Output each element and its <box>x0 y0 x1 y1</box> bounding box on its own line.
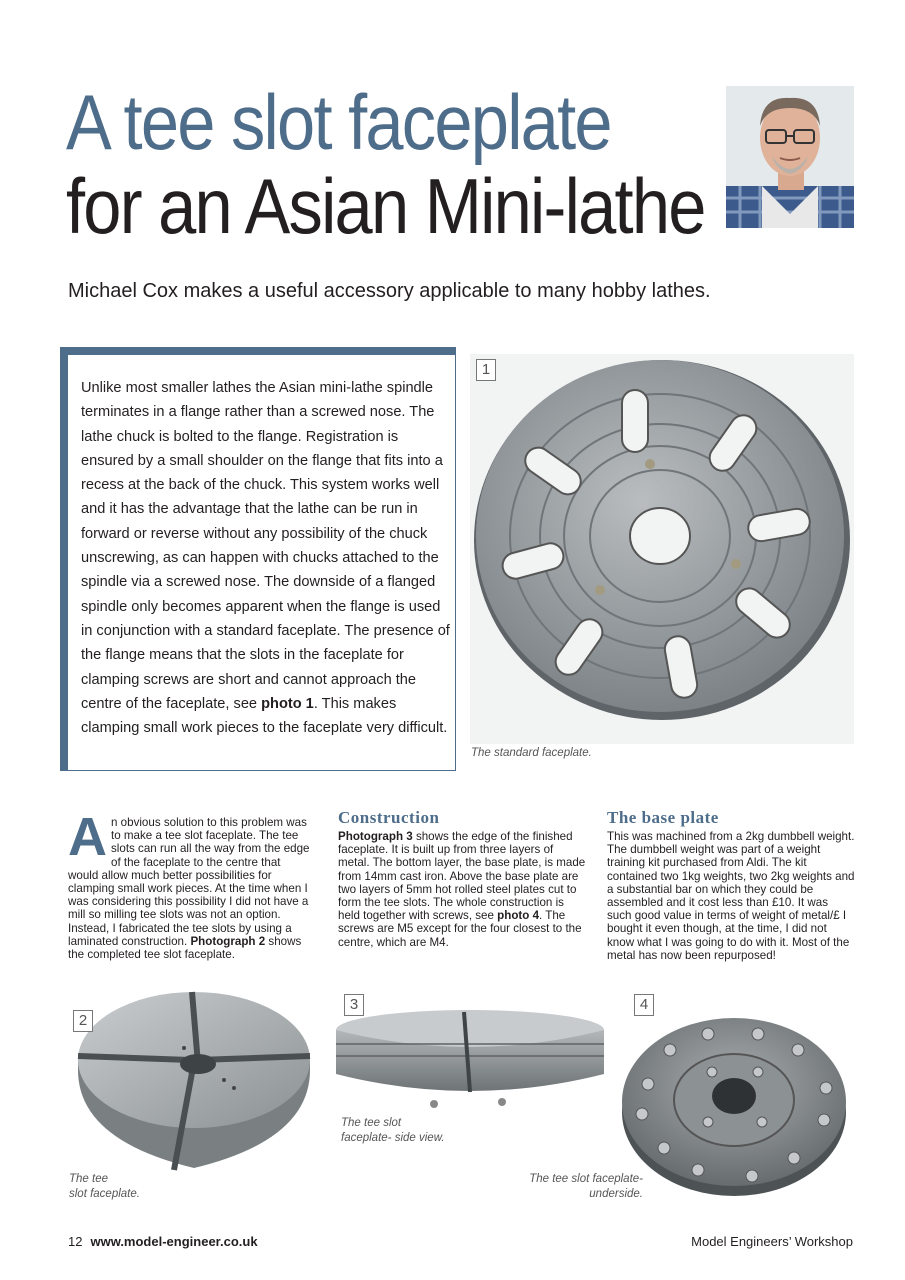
photo-2-caption-line-2: slot faceplate. <box>69 1188 140 1200</box>
col2-body-end: . The screws are M5 except for the four closest to the centre, which are M4. <box>338 909 582 949</box>
photo-4-caption-line-2: underside. <box>589 1188 643 1200</box>
author-photo <box>726 86 854 228</box>
col1-body-end: shows the completed tee slot faceplate. <box>68 934 302 962</box>
magazine-name: Model Engineers’ Workshop <box>691 1234 853 1249</box>
col1-body: n obvious solution to this problem was to make a tee slot faceplate. The tee slots can run all the way from the edge of the faceplate to the centre that would allow much better possibilities for clamping small work pieces. At the time when I was considering this possibility I did not have a mill so milling tee slots was not an option. Instead, I fabricated the tee slots by using a laminated construction. <box>68 816 310 948</box>
photo-2-number: 2 <box>73 1010 93 1032</box>
photo-4-caption-line-1: The tee slot faceplate- <box>529 1173 643 1185</box>
photo-1-reference: photo 1 <box>261 695 314 712</box>
photo-4-caption <box>510 1172 643 1202</box>
photo-1-number: 1 <box>476 359 496 381</box>
photo-2-caption-line-1: The tee <box>69 1173 108 1185</box>
construction-heading: Construction <box>338 808 440 827</box>
photo-3-caption-line-1: The tee slot <box>341 1117 402 1129</box>
photo-3-caption <box>341 1116 445 1146</box>
intro-text-end: . This makes clamping small work pieces to the faceplate very difficult. <box>81 695 448 737</box>
photo-4-number: 4 <box>634 994 654 1016</box>
page-number: 12 <box>68 1234 83 1249</box>
column-3 <box>607 808 855 962</box>
col2-body: shows the edge of the finished faceplate. It is built up from three layers of metal. The bottom layer, the base plate, is made from 14mm cast iron. Above the base plate are two layers of 5mm hot rolled steel plates cut to form the tee slots. The whole construction is held together with screws, see <box>338 830 586 923</box>
column-1 <box>68 807 312 962</box>
intro-text-body: Unlike most smaller lathes the Asian mini-lathe spindle terminates in a flange rather than a screwed nose. The lathe chuck is bolted to the flange. Registration is ensured by a small shoulder on the flange that fits into a recess at the back of the chuck. This system works well and it has the advantage that the lathe can be run in forward or reverse without any possibility of the chuck unscrewing, as can happen with chucks attached to the spindle via a screwed nose. The downside of a flanged spindle only becomes apparent when the flange is used in conjunction with a standard faceplate. The presence of the flange means that the slots in the faceplate for clamping screws are short and cannot approach the centre of the faceplate, see <box>81 380 450 712</box>
intro-text <box>81 376 451 740</box>
headline-line-1: A tee slot faceplate <box>66 78 611 166</box>
photo-underside <box>618 1010 850 1198</box>
photo-2-caption <box>69 1172 140 1202</box>
photo-side-view <box>334 1004 606 1114</box>
dropcap: A <box>68 807 107 867</box>
photo-3-caption-line-2: faceplate- side view. <box>341 1132 445 1144</box>
col3-body: This was machined from a 2kg dumbbell weight. The dumbbell weight was part of a weight training kit purchased from Aldi. The kit contained two 1kg weights, two 2kg weights and a substantial bar on which they could be assembled and it cost less than £10. It was such good value in terms of weight of metal/£ I bought it even though, at the time, I did not know what I was going to do with it. Most of the metal has now been repurposed! <box>607 830 855 962</box>
footer-left <box>68 1234 258 1249</box>
website-link[interactable]: www.model-engineer.co.uk <box>90 1234 258 1249</box>
photo-1-caption: The standard faceplate. <box>471 747 592 759</box>
photo-3-number: 3 <box>344 994 364 1016</box>
photograph-3-reference: Photograph 3 <box>338 830 413 843</box>
photo-standard-faceplate <box>470 354 854 744</box>
column-2 <box>338 808 588 949</box>
photo-4-reference: photo 4 <box>497 909 540 923</box>
base-plate-heading: The base plate <box>607 808 719 827</box>
standfirst: Michael Cox makes a useful accessory applicable to many hobby lathes. <box>68 280 711 302</box>
photo-tee-slot-faceplate <box>74 990 314 1174</box>
photograph-2-reference: Photograph 2 <box>190 934 266 948</box>
headline-line-2: for an Asian Mini-lathe <box>66 162 705 250</box>
